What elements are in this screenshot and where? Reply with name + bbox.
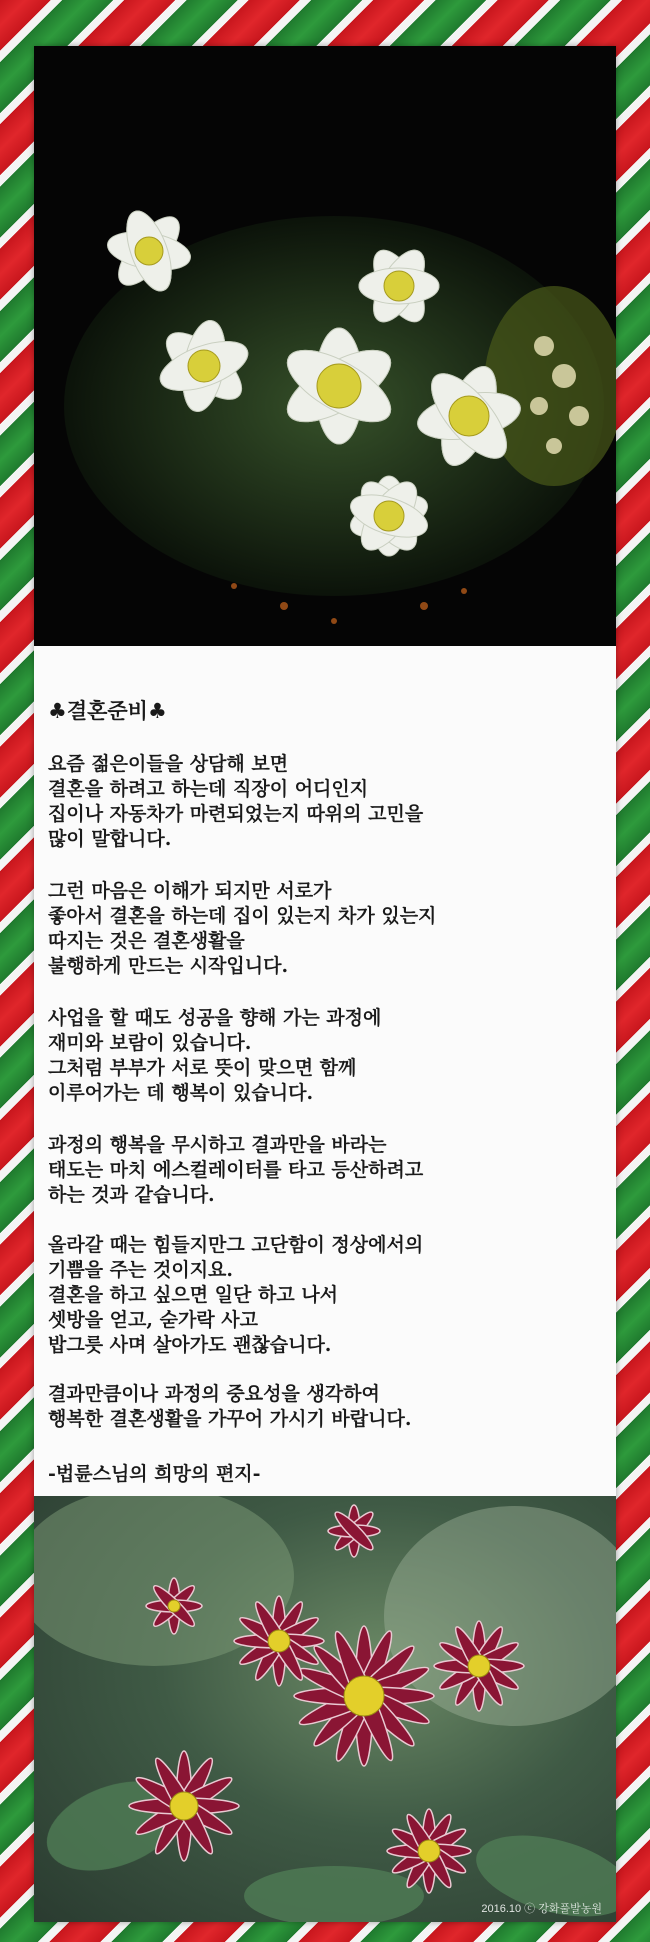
paragraph-5 <box>48 1233 423 1358</box>
text-line: 결과만큼이나 과정의 중요성을 생각하여 <box>48 1383 380 1405</box>
red-chrysanthemum-image <box>34 1496 616 1922</box>
paragraph-3 <box>48 1006 381 1106</box>
text-line: 불행하게 만드는 시작입니다. <box>48 955 289 977</box>
text-line: 재미와 보람이 있습니다. <box>48 1032 252 1054</box>
text-line: 행복한 결혼생활을 가꾸어 가시기 바랍니다. <box>48 1408 412 1430</box>
text-line: 기쁨을 주는 것이지요. <box>48 1259 234 1281</box>
paragraph-2 <box>48 879 436 979</box>
text-line: 태도는 마치 에스컬레이터를 타고 등산하려고 <box>48 1159 424 1181</box>
text-line: 결혼을 하고 싶으면 일단 하고 나서 <box>48 1284 339 1306</box>
letter-signature: -법륜스님의 희망의 편지- <box>48 1463 261 1485</box>
text-line: 밥그릇 사며 살아가도 괜찮습니다. <box>48 1334 332 1356</box>
text-line: 올라갈 때는 힘들지만그 고단함이 정상에서의 <box>48 1234 424 1256</box>
text-line: 과정의 행복을 무시하고 결과만을 바라는 <box>48 1134 387 1156</box>
text-line: 하는 것과 같습니다. <box>48 1184 215 1206</box>
paragraph-1 <box>48 752 423 852</box>
text-line: 집이나 자동차가 마련되었는지 따위의 고민을 <box>48 803 424 825</box>
text-line: 셋방을 얻고, 숟가락 사고 <box>48 1309 258 1331</box>
text-line: 요즘 젊은이들을 상담해 보면 <box>48 753 289 775</box>
text-line: 좋아서 결혼을 하는데 집이 있는지 차가 있는지 <box>48 905 437 927</box>
letter-title: ♣결혼준비♣ <box>48 698 167 723</box>
text-line: 그처럼 부부가 서로 뜻이 맞으면 함께 <box>48 1057 357 1079</box>
top-flower-photo <box>34 46 616 646</box>
paragraph-6 <box>48 1382 411 1432</box>
text-line: 결혼을 하려고 하는데 직장이 어디인지 <box>48 778 369 800</box>
text-line: 많이 말합니다. <box>48 828 172 850</box>
letter-card <box>34 46 616 1922</box>
letter-content <box>48 646 608 1453</box>
white-flowers-image <box>34 46 616 646</box>
text-line: 사업을 할 때도 성공을 향해 가는 과정에 <box>48 1007 382 1029</box>
text-line: 그런 마음은 이해가 되지만 서로가 <box>48 880 332 902</box>
text-line: 이루어가는 데 행복이 있습니다. <box>48 1082 314 1104</box>
text-line: 따지는 것은 결혼생활을 <box>48 930 245 952</box>
paragraph-4 <box>48 1133 423 1208</box>
photo-watermark: 2016.10 ⓒ 강화풀발농원 <box>481 1903 602 1915</box>
bottom-flower-photo <box>34 1496 616 1922</box>
